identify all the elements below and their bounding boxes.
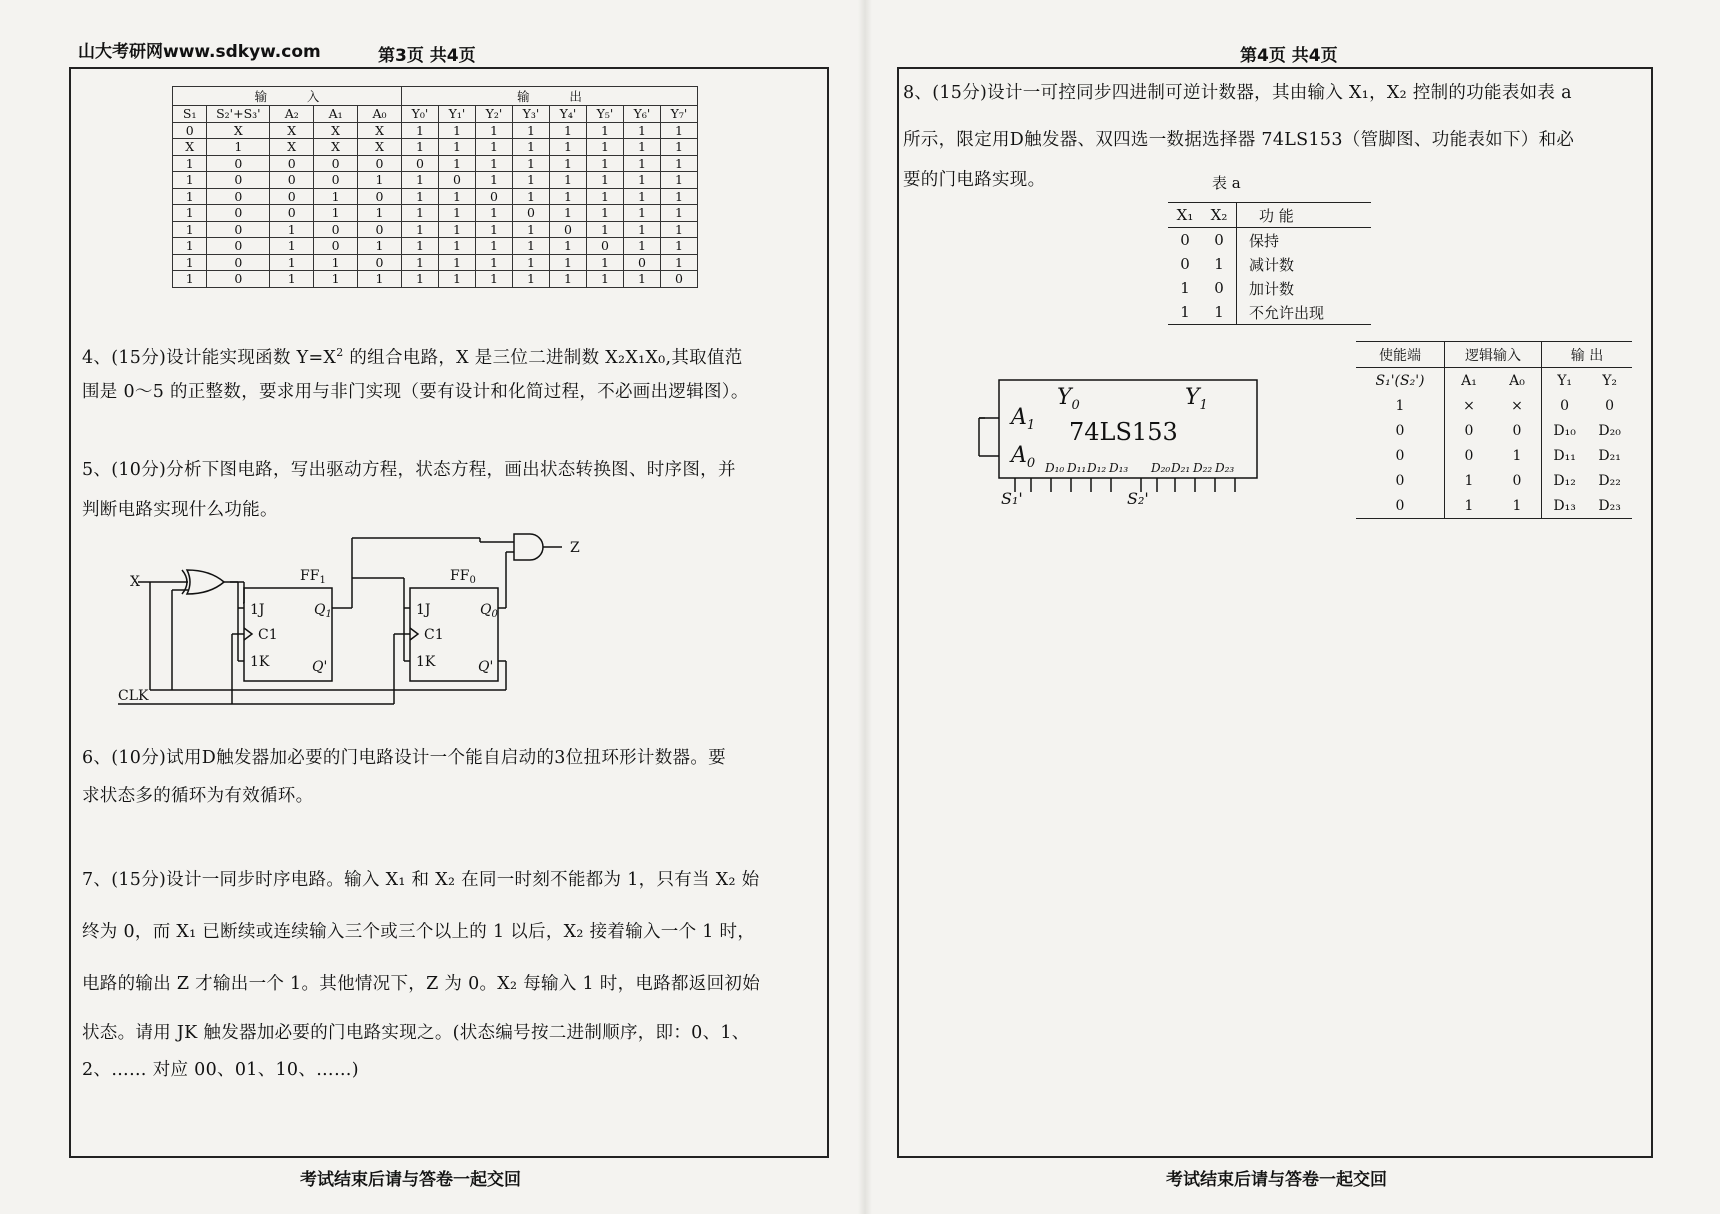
truth-table-cell: 1 bbox=[402, 188, 439, 205]
truth-table-cell: 1 bbox=[661, 238, 698, 255]
truth-table-cell: X bbox=[358, 139, 402, 156]
mux-header-output: 输 出 bbox=[1570, 347, 1604, 364]
truth-table-cell: 0 bbox=[358, 254, 402, 271]
mux-table-cell: D₂₁ bbox=[1598, 447, 1621, 464]
table-a-header-x2: X₂ bbox=[1202, 203, 1237, 228]
truth-table-cell: 1 bbox=[587, 271, 624, 288]
truth-table-cell: 1 bbox=[439, 238, 476, 255]
ff0-k-pin: 1K bbox=[416, 654, 436, 670]
truth-table-cell: 1 bbox=[439, 122, 476, 139]
table-a-body bbox=[1168, 228, 1371, 325]
truth-table-cell: 1 bbox=[661, 155, 698, 172]
table-a-header-function: 功 能 bbox=[1259, 206, 1294, 225]
truth-table-cell: 1 bbox=[624, 188, 661, 205]
mux-table-cell: 1 bbox=[1464, 472, 1474, 489]
truth-table-cell: 1 bbox=[550, 172, 587, 189]
truth-table-cell: 1 bbox=[587, 172, 624, 189]
truth-table-cell: 1 bbox=[513, 221, 550, 238]
table-a-cell: 1 bbox=[1202, 252, 1237, 276]
truth-table-cell: 1 bbox=[661, 172, 698, 189]
truth-table-cell: 1 bbox=[402, 139, 439, 156]
truth-table-cell: 1 bbox=[314, 254, 358, 271]
ff1-q-output: $Q_1$ bbox=[314, 602, 332, 620]
truth-table-cell: 0 bbox=[587, 238, 624, 255]
chip-data-pin-label: D₂₀ bbox=[1151, 461, 1171, 475]
truth-table-cell: 1 bbox=[661, 205, 698, 222]
mux-subheader-s: S₁'(S₂') bbox=[1356, 368, 1445, 394]
output-z-label: Z bbox=[570, 540, 580, 556]
page-spine bbox=[858, 0, 872, 1214]
question-5-line-1: 5、(10分)分析下图电路，写出驱动方程，状态方程，画出状态转换图、时序图，并 bbox=[82, 460, 736, 480]
mux-subheader-a0: A₀ bbox=[1493, 368, 1542, 394]
truth-table-cell: 0 bbox=[358, 155, 402, 172]
truth-table-cell: 1 bbox=[270, 254, 314, 271]
mux-table-cell: 1 bbox=[1356, 393, 1445, 418]
truth-table-cell: 1 bbox=[476, 221, 513, 238]
function-table-a bbox=[1168, 202, 1371, 325]
truth-table-row bbox=[173, 122, 698, 139]
truth-table-cell: 1 bbox=[402, 254, 439, 271]
truth-table-cell: 1 bbox=[358, 205, 402, 222]
table-a-row bbox=[1168, 228, 1371, 253]
truth-table-row bbox=[173, 172, 698, 189]
chip-pin-s1: S₁' bbox=[1001, 489, 1023, 508]
truth-table-cell: 1 bbox=[624, 139, 661, 156]
question-5-line-2: 判断电路实现什么功能。 bbox=[82, 500, 278, 520]
mux-table-cell: 1 bbox=[1493, 493, 1542, 519]
truth-table-cell: 1 bbox=[550, 139, 587, 156]
truth-table-column-header: Y₃' bbox=[513, 106, 550, 123]
truth-table-row bbox=[173, 205, 698, 222]
question-8-line-1: 8、(15分)设计一可控同步四进制可逆计数器，其由输入 X₁，X₂ 控制的功能表如表 a bbox=[903, 83, 1572, 103]
mux-table-cell: 0 bbox=[1464, 422, 1474, 439]
ff0-q-output: $Q_0$ bbox=[480, 602, 498, 620]
ff1-k-pin: 1K bbox=[250, 654, 270, 670]
sequential-circuit-diagram bbox=[110, 530, 630, 705]
truth-table-cell: 1 bbox=[270, 271, 314, 288]
table-a-cell: 0 bbox=[1180, 231, 1190, 249]
question-7-line-2: 终为 0，而 X₁ 已断续或连续输入三个或三个以上的 1 以后，X₂ 接着输入一个 1 时， bbox=[82, 922, 756, 942]
truth-table-cell: 1 bbox=[587, 205, 624, 222]
and-gate-icon bbox=[514, 534, 543, 560]
truth-table-cell: 1 bbox=[476, 172, 513, 189]
truth-table-cell: 0 bbox=[314, 172, 358, 189]
truth-table-cell: 0 bbox=[661, 271, 698, 288]
truth-table-cell: 1 bbox=[550, 254, 587, 271]
truth-table-cell: 1 bbox=[439, 271, 476, 288]
truth-table-column-header: Y₁' bbox=[439, 106, 476, 123]
mux-table-cell: × bbox=[1493, 393, 1542, 418]
truth-table-cell: 0 bbox=[207, 172, 270, 189]
mux-table-cell: 0 bbox=[1356, 493, 1445, 519]
table-a-cell: 0 bbox=[1202, 228, 1237, 253]
truth-table-cell: 1 bbox=[173, 254, 207, 271]
mux-table-cell: D₁₁ bbox=[1553, 447, 1576, 464]
truth-table-cell: 1 bbox=[513, 122, 550, 139]
truth-table-cell: 1 bbox=[314, 188, 358, 205]
question-7-line-3: 电路的输出 Z 才输出一个 1。其他情况下，Z 为 0。X₂ 每输入 1 时，电路都返回初始 bbox=[82, 974, 760, 994]
truth-table-cell: 1 bbox=[624, 172, 661, 189]
mux-table-cell: 1 bbox=[1493, 443, 1542, 468]
truth-table-cell: 1 bbox=[173, 155, 207, 172]
truth-table-cell: 1 bbox=[587, 221, 624, 238]
truth-table-cell: 1 bbox=[624, 205, 661, 222]
ff1-qbar-output: Q' bbox=[312, 659, 328, 675]
right-footer: 考试结束后请与答卷一起交回 bbox=[1166, 1170, 1387, 1190]
truth-table-cell: 1 bbox=[402, 221, 439, 238]
table-a-cell: 加计数 bbox=[1249, 279, 1295, 298]
truth-table-cell: 1 bbox=[476, 271, 513, 288]
chip-data-pin-label: D₁₂ bbox=[1087, 461, 1107, 475]
truth-table-cell: 0 bbox=[476, 188, 513, 205]
truth-table-cell: 0 bbox=[358, 188, 402, 205]
ff0-j-pin: 1J bbox=[416, 602, 431, 618]
truth-table-row bbox=[173, 221, 698, 238]
truth-table-cell: 1 bbox=[661, 188, 698, 205]
truth-table-cell: 1 bbox=[550, 155, 587, 172]
left-footer: 考试结束后请与答卷一起交回 bbox=[300, 1170, 521, 1190]
truth-table-cell: 1 bbox=[476, 205, 513, 222]
truth-table-cell: 1 bbox=[587, 155, 624, 172]
truth-table-cell: 1 bbox=[550, 188, 587, 205]
truth-table-cell: 1 bbox=[624, 271, 661, 288]
truth-table-column-header: Y₆' bbox=[624, 106, 661, 123]
table-a-cell: 保持 bbox=[1249, 231, 1280, 250]
mux-table-row bbox=[1356, 418, 1632, 443]
truth-table-cell: 1 bbox=[513, 254, 550, 271]
truth-table-cell: 1 bbox=[513, 238, 550, 255]
truth-table-cell: 0 bbox=[314, 238, 358, 255]
mux-subheader-y1: Y₁ bbox=[1557, 372, 1573, 389]
truth-table-cell: 1 bbox=[661, 254, 698, 271]
truth-table-cell: 1 bbox=[402, 238, 439, 255]
truth-table-cell: 1 bbox=[439, 155, 476, 172]
truth-table-cell: 0 bbox=[314, 221, 358, 238]
mux-table-cell: D₂₀ bbox=[1598, 422, 1621, 439]
table-a-caption: 表 a bbox=[1212, 174, 1241, 192]
decoder-truth-table bbox=[172, 86, 698, 288]
truth-table-cell: 1 bbox=[402, 122, 439, 139]
truth-table-cell: 1 bbox=[550, 122, 587, 139]
truth-table-cell: 1 bbox=[270, 221, 314, 238]
truth-table-cell: 1 bbox=[513, 188, 550, 205]
truth-table-cell: 1 bbox=[476, 238, 513, 255]
truth-table-cell: 0 bbox=[314, 155, 358, 172]
truth-table-cell: 0 bbox=[513, 205, 550, 222]
truth-table-row bbox=[173, 155, 698, 172]
truth-table-container bbox=[172, 86, 698, 288]
truth-table-cell: 1 bbox=[207, 139, 270, 156]
site-watermark: 山大考研网www.sdkyw.com bbox=[78, 42, 321, 62]
truth-table-column-header: A₁ bbox=[314, 106, 358, 123]
truth-table-cell: 0 bbox=[550, 221, 587, 238]
truth-table-cell: 0 bbox=[173, 122, 207, 139]
ff0-qbar-output: Q' bbox=[478, 659, 494, 675]
question-6-line-1: 6、(10分)试用D触发器加必要的门电路设计一个能自启动的3位扭环形计数器。要 bbox=[82, 748, 726, 768]
truth-table-cell: 1 bbox=[402, 172, 439, 189]
truth-table-cell: 1 bbox=[358, 271, 402, 288]
truth-table-cell: 1 bbox=[661, 221, 698, 238]
truth-table-row bbox=[173, 139, 698, 156]
ff0-label: $FF_0$ bbox=[450, 568, 476, 586]
truth-table-cell: 1 bbox=[550, 271, 587, 288]
truth-table-cell: 0 bbox=[270, 172, 314, 189]
mux-table-cell: 0 bbox=[1493, 468, 1542, 493]
truth-table-cell: 1 bbox=[439, 221, 476, 238]
truth-table-cell: 1 bbox=[439, 188, 476, 205]
truth-table-column-header: Y₇' bbox=[661, 106, 698, 123]
truth-table-cell: 0 bbox=[207, 221, 270, 238]
question-4-line-2: 围是 0～5 的正整数，要求用与非门实现（要有设计和化简过程，不必画出逻辑图）。 bbox=[82, 382, 749, 402]
truth-table-cell: X bbox=[358, 122, 402, 139]
chip-data-pin-label: D₂₂ bbox=[1193, 461, 1213, 475]
truth-table-cell: 1 bbox=[358, 238, 402, 255]
question-8-line-2: 所示，限定用D触发器、双四选一数据选择器 74LS153（管脚图、功能表如下）和必 bbox=[903, 130, 1575, 150]
truth-table-row bbox=[173, 238, 698, 255]
truth-table-cell: 0 bbox=[624, 254, 661, 271]
truth-table-cell: 1 bbox=[402, 271, 439, 288]
xor-gate-icon bbox=[187, 570, 224, 594]
mux-table-cell: 0 bbox=[1356, 443, 1445, 468]
mux-subheader-a1: A₁ bbox=[1461, 372, 1477, 389]
truth-table-cell: 1 bbox=[661, 122, 698, 139]
table-a-header-x1: X₁ bbox=[1176, 206, 1194, 224]
mux-table-row bbox=[1356, 493, 1632, 519]
clk-label: CLK bbox=[118, 688, 149, 704]
chip-pin-y1: $Y_1$ bbox=[1185, 385, 1208, 413]
truth-table-cell: 1 bbox=[476, 122, 513, 139]
mux-header-enable: 使能端 bbox=[1356, 342, 1445, 368]
mux-table-cell: 0 bbox=[1356, 418, 1445, 443]
question-4-line-1: 4、(15分)设计能实现函数 $Y=X^2$ 的组合电路，X 是三位二进制数 X₂X₁X₀,其取值范 bbox=[82, 346, 743, 368]
truth-table-cell: 1 bbox=[314, 205, 358, 222]
mux-table-cell: 0 bbox=[1356, 468, 1445, 493]
truth-table-header-row bbox=[173, 106, 698, 123]
truth-table-cell: 1 bbox=[587, 139, 624, 156]
mux-table-container bbox=[1356, 341, 1632, 519]
ff1-c-pin: C1 bbox=[258, 627, 278, 643]
table-a-row bbox=[1168, 300, 1371, 325]
truth-table-row bbox=[173, 188, 698, 205]
truth-table-column-header: Y₀' bbox=[402, 106, 439, 123]
truth-table-cell: 0 bbox=[207, 155, 270, 172]
mux-table-cell: D₁₀ bbox=[1553, 422, 1576, 439]
truth-table-cell: 1 bbox=[661, 139, 698, 156]
truth-table-cell: X bbox=[314, 122, 358, 139]
truth-table-cell: X bbox=[270, 122, 314, 139]
chip-pin-a0: $A_0$ bbox=[1011, 443, 1036, 471]
question-6-line-2: 求状态多的循环为有效循环。 bbox=[82, 786, 314, 806]
truth-table-cell: 1 bbox=[550, 238, 587, 255]
output-group-header: 输 出 bbox=[402, 87, 698, 106]
ff1-j-pin: 1J bbox=[250, 602, 265, 618]
truth-table-column-header: A₂ bbox=[270, 106, 314, 123]
chip-pin-y0: $Y_0$ bbox=[1057, 385, 1080, 413]
truth-table-row bbox=[173, 254, 698, 271]
question-8-line-3: 要的门电路实现。 bbox=[903, 170, 1046, 190]
ff1-label: $FF_1$ bbox=[300, 568, 326, 586]
chip-name: 74LS153 bbox=[1069, 418, 1178, 446]
chip-data-pin-label: D₁₁ bbox=[1067, 461, 1087, 475]
truth-table-cell: 1 bbox=[550, 205, 587, 222]
truth-table-cell: 1 bbox=[624, 155, 661, 172]
truth-table-cell: 1 bbox=[513, 172, 550, 189]
chip-data-pin-label: D₂₁ bbox=[1171, 461, 1191, 475]
mux-table-cell: D₂₃ bbox=[1598, 497, 1621, 514]
table-a-row bbox=[1168, 252, 1371, 276]
truth-table-cell: 1 bbox=[173, 271, 207, 288]
table-a-container bbox=[1168, 202, 1371, 325]
ff0-c-pin: C1 bbox=[424, 627, 444, 643]
chip-data-pin-label: D₁₀ bbox=[1045, 461, 1065, 475]
truth-table-cell: 1 bbox=[314, 271, 358, 288]
mux-subheader-y2: Y₂ bbox=[1602, 372, 1618, 389]
truth-table-cell: 0 bbox=[207, 254, 270, 271]
table-a-cell: 0 bbox=[1180, 255, 1190, 273]
truth-table-cell: 0 bbox=[270, 188, 314, 205]
table-a-row bbox=[1168, 276, 1371, 300]
truth-table-cell: 0 bbox=[270, 155, 314, 172]
truth-table-cell: 0 bbox=[270, 205, 314, 222]
mux-header-logic-input: 逻辑输入 bbox=[1445, 342, 1542, 368]
truth-table-cell: 1 bbox=[513, 139, 550, 156]
mux-table-cell: D₁₃ bbox=[1553, 497, 1576, 514]
truth-table-row bbox=[173, 271, 698, 288]
mux-table-cell: 0 bbox=[1605, 397, 1615, 414]
truth-table-cell: X bbox=[314, 139, 358, 156]
table-a-cell: 1 bbox=[1180, 279, 1190, 297]
truth-table-cell: 0 bbox=[439, 172, 476, 189]
table-a-cell: 0 bbox=[1202, 276, 1237, 300]
mux-table-cell: 0 bbox=[1560, 397, 1570, 414]
truth-table-cell: 0 bbox=[207, 271, 270, 288]
truth-table-cell: 1 bbox=[624, 122, 661, 139]
truth-table-column-header: S₂'+S₃' bbox=[207, 106, 270, 123]
chip-pin-a1: $A_1$ bbox=[1011, 405, 1036, 433]
question-7-line-5: 2、…… 对应 00、01、10、……) bbox=[82, 1060, 359, 1080]
truth-table-cell: 1 bbox=[476, 139, 513, 156]
truth-table-cell: 0 bbox=[207, 205, 270, 222]
truth-table-cell: X bbox=[173, 139, 207, 156]
mux-table-cell: × bbox=[1463, 397, 1475, 414]
truth-table-cell: 0 bbox=[207, 238, 270, 255]
mux-table-cell: 1 bbox=[1464, 497, 1474, 514]
truth-table-cell: X bbox=[270, 139, 314, 156]
truth-table-cell: 1 bbox=[173, 188, 207, 205]
mux-function-table bbox=[1356, 341, 1632, 519]
right-page-number: 第4页 共4页 bbox=[1240, 46, 1338, 66]
mux-table-row bbox=[1356, 468, 1632, 493]
truth-table-cell: 1 bbox=[402, 205, 439, 222]
truth-table-cell: 1 bbox=[173, 238, 207, 255]
truth-table-column-header: Y₅' bbox=[587, 106, 624, 123]
truth-table-cell: 0 bbox=[358, 221, 402, 238]
chip-74ls153-diagram bbox=[975, 370, 1275, 520]
table-a-cell: 1 bbox=[1202, 300, 1237, 325]
truth-table-cell: 1 bbox=[624, 238, 661, 255]
truth-table-cell: 1 bbox=[173, 221, 207, 238]
truth-table-cell: 1 bbox=[439, 205, 476, 222]
truth-table-cell: 0 bbox=[207, 188, 270, 205]
truth-table-cell: 1 bbox=[358, 172, 402, 189]
mux-table-cell: 0 bbox=[1493, 418, 1542, 443]
mux-table-row bbox=[1356, 393, 1632, 418]
input-x-label: X bbox=[130, 574, 140, 590]
chip-data-pin-label: D₁₃ bbox=[1109, 461, 1129, 475]
chip-pin-s2: S₂' bbox=[1127, 489, 1149, 508]
truth-table-cell: 1 bbox=[587, 188, 624, 205]
truth-table-cell: 1 bbox=[624, 221, 661, 238]
question-7-line-4: 状态。请用 JK 触发器加必要的门电路实现之。(状态编号按二进制顺序，即：0、1、 bbox=[82, 1023, 750, 1043]
truth-table-cell: 0 bbox=[402, 155, 439, 172]
chip-data-pin-label: D₂₃ bbox=[1215, 461, 1235, 475]
mux-table-row bbox=[1356, 443, 1632, 468]
left-page-number: 第3页 共4页 bbox=[378, 46, 476, 66]
mux-table-cell: 0 bbox=[1464, 447, 1474, 464]
question-7-line-1: 7、(15分)设计一同步时序电路。输入 X₁ 和 X₂ 在同一时刻不能都为 1，只有当 X₂ 始 bbox=[82, 870, 760, 890]
truth-table-column-header: Y₂' bbox=[476, 106, 513, 123]
truth-table-cell: 1 bbox=[173, 172, 207, 189]
truth-table-cell: 1 bbox=[587, 254, 624, 271]
truth-table-column-header: S₁ bbox=[173, 106, 207, 123]
truth-table-column-header: A₀ bbox=[358, 106, 402, 123]
truth-table-cell: 1 bbox=[439, 139, 476, 156]
truth-table-column-header: Y₄' bbox=[550, 106, 587, 123]
table-a-cell: 减计数 bbox=[1249, 255, 1295, 274]
truth-table-cell: 1 bbox=[587, 122, 624, 139]
mux-table-cell: D₂₂ bbox=[1598, 472, 1621, 489]
table-a-cell: 不允许出现 bbox=[1249, 303, 1325, 322]
truth-table-cell: 1 bbox=[476, 254, 513, 271]
truth-table-cell: 1 bbox=[439, 254, 476, 271]
input-group-header: 输 入 bbox=[173, 87, 402, 106]
mux-table-cell: D₁₂ bbox=[1553, 472, 1576, 489]
truth-table-cell: 1 bbox=[476, 155, 513, 172]
truth-table-cell: X bbox=[207, 122, 270, 139]
table-a-cell: 1 bbox=[1180, 303, 1190, 321]
truth-table-cell: 1 bbox=[173, 205, 207, 222]
truth-table-cell: 1 bbox=[513, 155, 550, 172]
truth-table-cell: 1 bbox=[270, 238, 314, 255]
mux-table-body bbox=[1356, 393, 1632, 519]
truth-table-cell: 1 bbox=[513, 271, 550, 288]
